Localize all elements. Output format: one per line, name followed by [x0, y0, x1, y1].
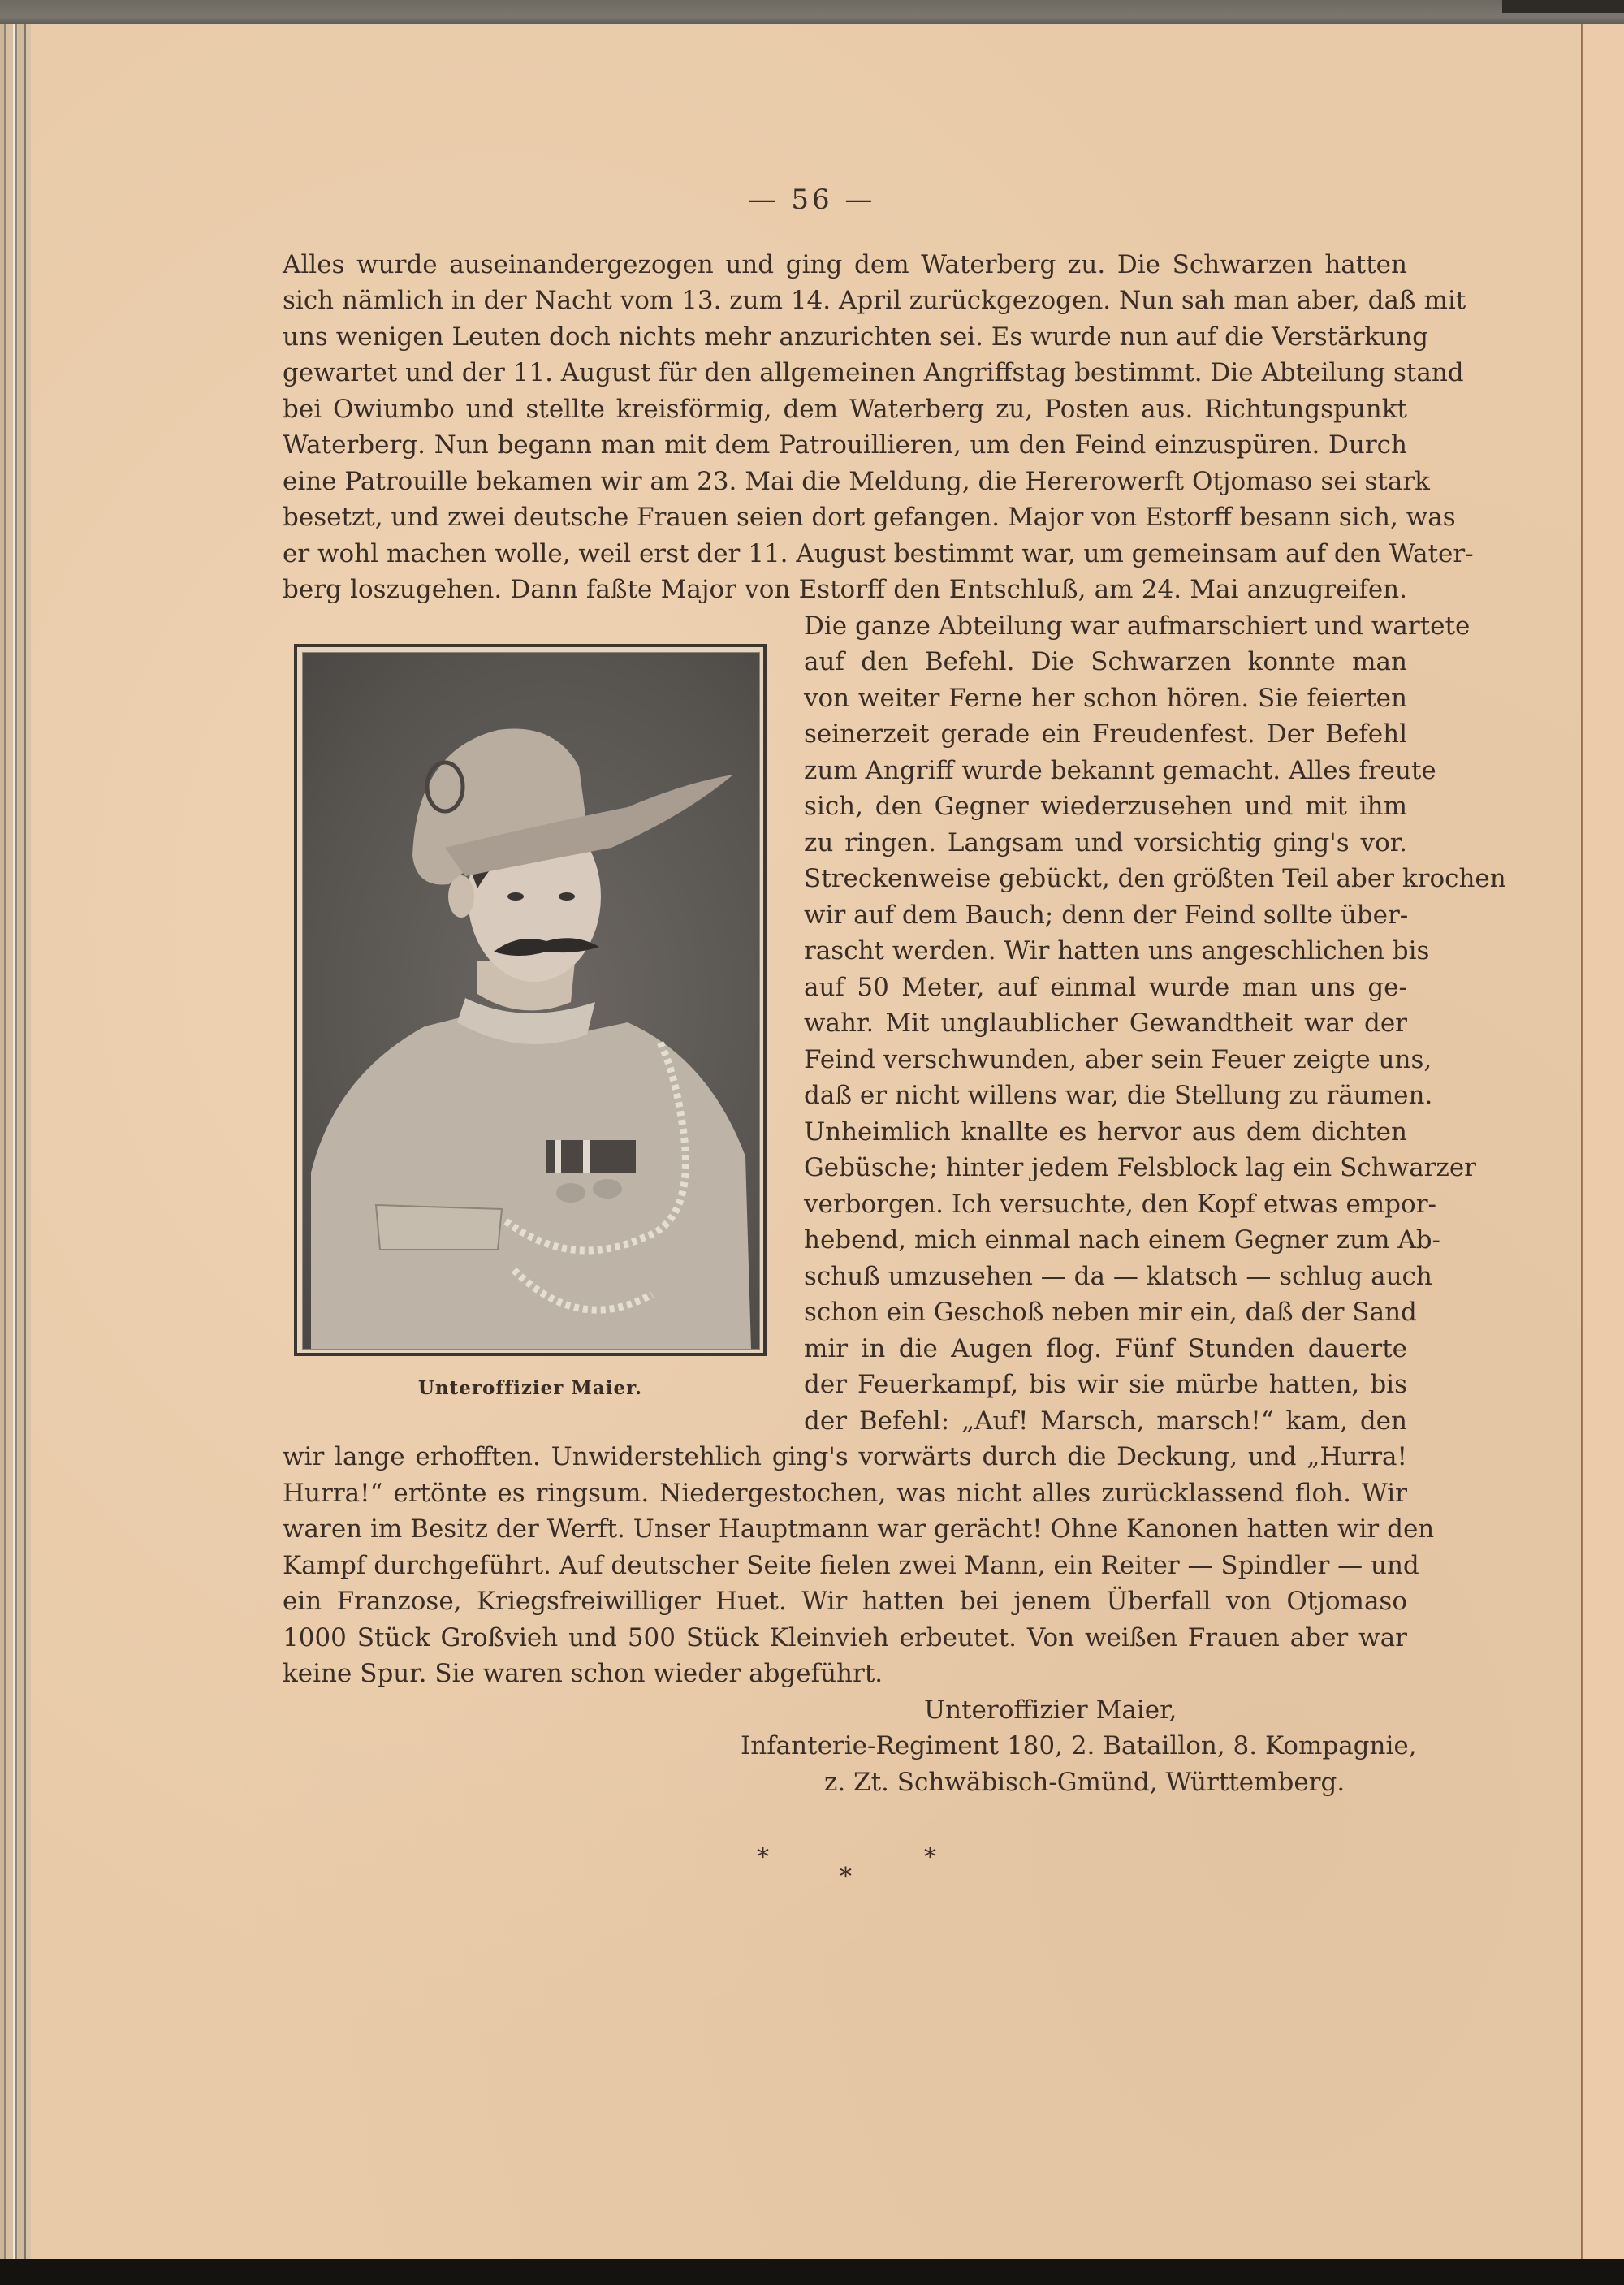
text-line: verborgen. Ich versuchte, den Kopf etwas empor-	[804, 1190, 1436, 1219]
text-line: daß er nicht willens war, die Stellung zu räumen.	[804, 1081, 1433, 1110]
text-line: seinerzeit gerade ein Freudenfest. Der Befehl	[804, 719, 1407, 749]
book-cover-bottom-edge	[0, 2259, 1624, 2285]
text-line: auf den Befehl. Die Schwarzen konnte man	[804, 647, 1407, 676]
text-line: wir auf dem Bauch; denn der Feind sollte über-	[804, 901, 1409, 930]
text-line: der Feuerkampf, bis wir sie mürbe hatten, bis	[804, 1370, 1407, 1399]
text-line: zum Angriff wurde bekannt gemacht. Alles freute	[804, 756, 1436, 785]
text-line: Hurra!“ ertönte es ringsum. Niedergestochen, was nicht alles zurücklassend floh. Wir	[283, 1479, 1407, 1508]
text-line: besetzt, und zwei deutsche Frauen seien dort gefangen. Major von Estorff besann sich, was	[283, 503, 1456, 532]
signature-name: Unteroffizier Maier,	[924, 1695, 1177, 1725]
text-line: Feind verschwunden, aber sein Feuer zeigte uns,	[804, 1045, 1432, 1074]
text-line: Gebüsche; hinter jedem Felsblock lag ein Schwarzer	[804, 1153, 1476, 1182]
text-line: waren im Besitz der Werft. Unser Hauptmann war gerächt! Ohne Kanonen hatten wir den	[283, 1514, 1435, 1544]
text-line: Kampf durchgeführt. Auf deutscher Seite fielen zwei Mann, ein Reiter — Spindler — und	[283, 1551, 1419, 1580]
text-line: auf 50 Meter, auf einmal wurde man uns ge-	[804, 973, 1407, 1002]
signature-unit: Infanterie-Regiment 180, 2. Bataillon, 8. Kompagnie,	[741, 1731, 1417, 1760]
text-line: ein Franzose, Kriegsfreiwilliger Huet. Wir hatten bei jenem Überfall von Otjomaso	[283, 1587, 1407, 1616]
text-line: schon ein Geschoß neben mir ein, daß der Sand	[804, 1298, 1417, 1327]
text-line: berg loszugehen. Dann faßte Major von Estorff den Entschluß, am 24. Mai anzugreifen.	[283, 575, 1407, 604]
book-cover-top-corner	[1502, 0, 1624, 13]
text-line: mir in die Augen flog. Fünf Stunden dauerte	[804, 1334, 1407, 1363]
text-line: sich, den Gegner wiederzusehen und mit ihm	[804, 792, 1407, 821]
text-line: Alles wurde auseinandergezogen und ging dem Waterberg zu. Die Schwarzen hatten	[283, 250, 1407, 279]
section-break-star: *	[924, 1843, 936, 1872]
text-line: keine Spur. Sie waren schon wieder abgeführt.	[283, 1659, 883, 1688]
book-cover-top-edge	[0, 0, 1624, 24]
figure-caption: Unteroffizier Maier.	[417, 1377, 643, 1399]
portrait-photo	[302, 652, 760, 1350]
page-stack-edges	[0, 24, 31, 2259]
text-line: er wohl machen wolle, weil erst der 11. August bestimmt war, um gemeinsam auf den Water-	[283, 539, 1474, 568]
text-line: der Befehl: „Auf! Marsch, marsch!“ kam, den	[804, 1406, 1407, 1436]
text-line: zu ringen. Langsam und vorsichtig ging's vor.	[804, 828, 1407, 857]
text-line: sich nämlich in der Nacht vom 13. zum 14. April zurückgezogen. Nun sah man aber, daß mit	[283, 286, 1466, 315]
text-line: Unheimlich knallte es hervor aus dem dichten	[804, 1117, 1407, 1147]
text-line: Waterberg. Nun begann man mit dem Patrouillieren, um den Feind einzuspüren. Durch	[283, 430, 1407, 460]
text-line: wahr. Mit unglaublicher Gewandtheit war der	[804, 1009, 1407, 1038]
signature-location: z. Zt. Schwäbisch-Gmünd, Württemberg.	[824, 1768, 1345, 1797]
soldier-portrait-icon	[303, 653, 759, 1349]
section-break-star: *	[840, 1863, 852, 1891]
section-break-star: *	[757, 1843, 769, 1872]
text-line: schuß umzusehen — da — klatsch — schlug auch	[804, 1262, 1432, 1291]
text-line: rascht werden. Wir hatten uns angeschlichen bis	[804, 936, 1430, 965]
next-page-edge	[1583, 24, 1624, 2259]
portrait-figure	[294, 644, 767, 1356]
text-line: 1000 Stück Großvieh und 500 Stück Kleinvieh erbeutet. Von weißen Frauen aber war	[283, 1623, 1407, 1652]
text-line: wir lange erhofften. Unwiderstehlich ging's vorwärts durch die Deckung, und „Hurra!	[283, 1442, 1407, 1471]
text-line: Die ganze Abteilung war aufmarschiert und wartete	[804, 611, 1471, 641]
text-line: gewartet und der 11. August für den allgemeinen Angriffstag bestimmt. Die Abteilung stand	[283, 358, 1464, 387]
text-line: eine Patrouille bekamen wir am 23. Mai die Meldung, die Hererowerft Otjomaso sei stark	[283, 467, 1430, 496]
page-number: — 56 —	[748, 184, 876, 216]
text-line: bei Owiumbo und stellte kreisförmig, dem Waterberg zu, Posten aus. Richtungspunkt	[283, 395, 1407, 424]
text-line: uns wenigen Leuten doch nichts mehr anzurichten sei. Es wurde nun auf die Verstärkung	[283, 322, 1428, 352]
text-line: hebend, mich einmal nach einem Gegner zum Ab-	[804, 1225, 1441, 1255]
text-line: Streckenweise gebückt, den größten Teil aber krochen	[804, 864, 1506, 893]
text-line: von weiter Ferne her schon hören. Sie feierten	[804, 684, 1407, 713]
